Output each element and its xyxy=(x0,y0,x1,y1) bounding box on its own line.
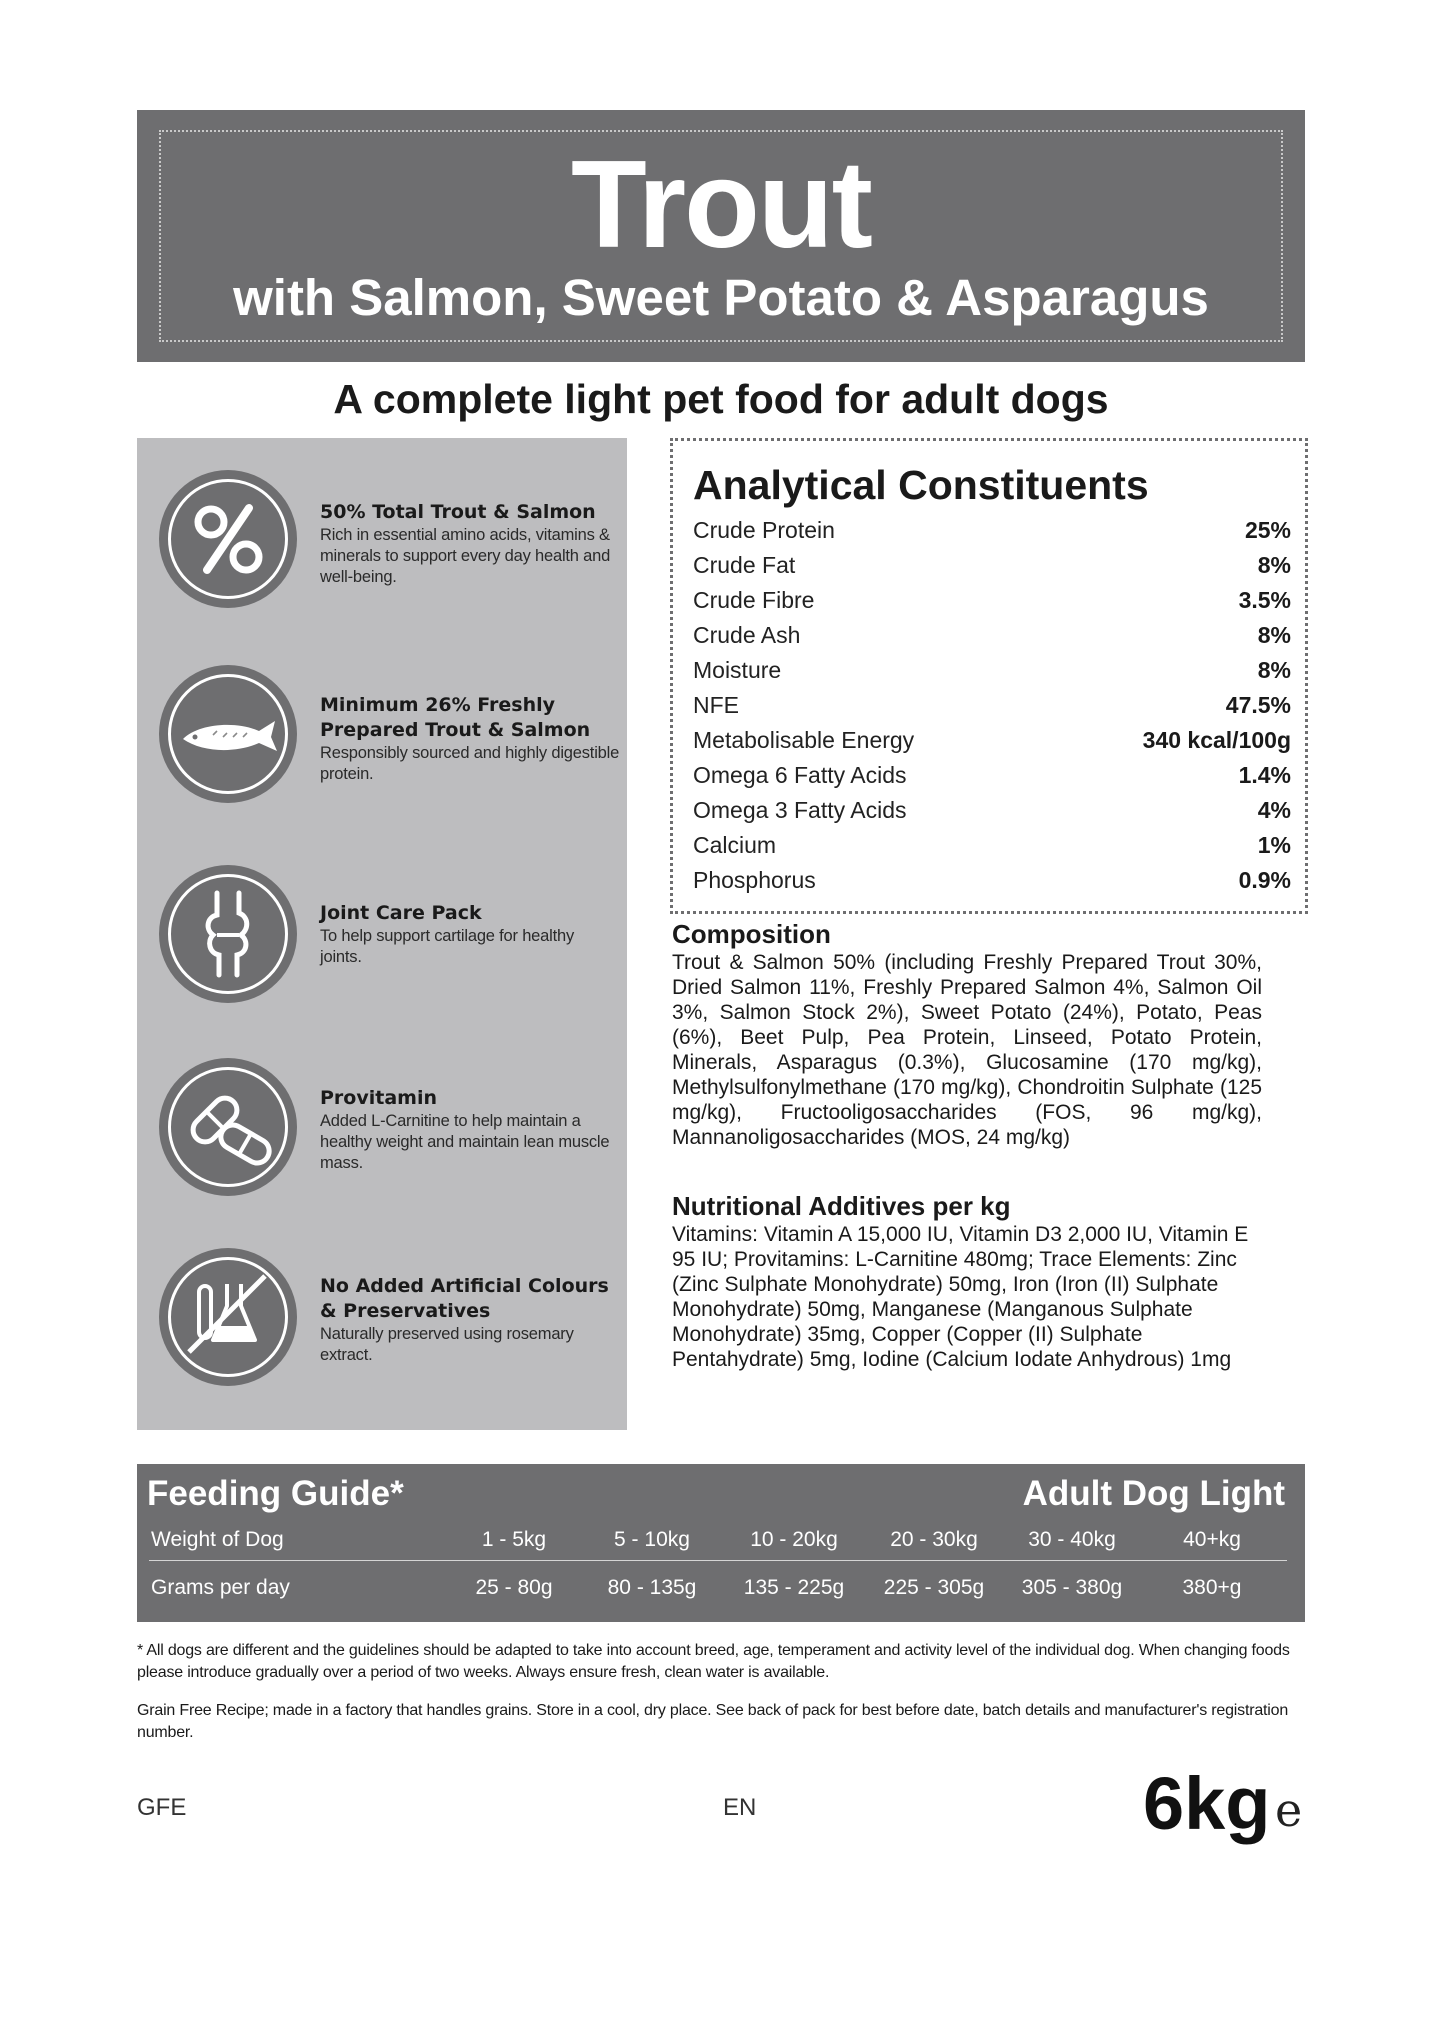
weight-label: Weight of Dog xyxy=(151,1528,284,1551)
no-artificial-icon xyxy=(159,1248,297,1386)
features-panel xyxy=(137,438,627,1430)
feature-item xyxy=(137,1058,627,1238)
joint-icon xyxy=(159,865,297,1003)
weight-cell: 30 - 40kg xyxy=(1028,1528,1116,1551)
table-row: NFE 47.5% xyxy=(693,692,1291,718)
percent-badge xyxy=(159,470,297,608)
feeding-product-name: Adult Dog Light xyxy=(1022,1474,1285,1513)
language-code: EN xyxy=(723,1794,757,1821)
weight-cell: 20 - 30kg xyxy=(890,1528,978,1551)
fish-badge xyxy=(159,665,297,803)
table-row: Calcium 1% xyxy=(693,832,1291,858)
feeding-divider xyxy=(149,1560,1287,1561)
table-row: Crude Protein 25% xyxy=(693,517,1291,543)
grams-cell: 305 - 380g xyxy=(1021,1576,1123,1599)
feeding-guide-title: Feeding Guide* xyxy=(147,1474,404,1513)
grams-cell: 225 - 305g xyxy=(883,1576,985,1599)
product-subtitle: with Salmon, Sweet Potato & Asparagus xyxy=(233,269,1209,326)
capsule-badge xyxy=(159,1058,297,1196)
storage-note: Grain Free Recipe; made in a factory that handles grains. Store in a cool, dry place. See back of pack for best before date, batch details and manufacturer's registration number. xyxy=(137,1702,1289,1741)
feeding-footnote: * All dogs are different and the guidelines should be adapted to take into account breed, age, temperament and activity level of the individual dog. When changing foods please introduce gradually over a period of two weeks. Always ensure fresh, clean water is available. xyxy=(137,1642,1290,1681)
table-row: Omega 6 Fatty Acids 1.4% xyxy=(693,762,1291,788)
feature-title: Joint Care Pack xyxy=(320,902,482,924)
table-row: Crude Ash 8% xyxy=(693,622,1291,648)
percent-icon xyxy=(159,470,297,608)
net-weight: 6kg xyxy=(1143,1762,1271,1845)
feature-title: 50% Total Trout & Salmon xyxy=(320,501,596,523)
feeding-guide xyxy=(137,1464,1305,1622)
table-row: Metabolisable Energy 340 kcal/100g xyxy=(693,727,1291,753)
analytical-heading: Analytical Constituents xyxy=(693,462,1149,508)
grams-label: Grams per day xyxy=(151,1576,290,1599)
composition-section xyxy=(672,918,1262,1150)
feature-description: Rich in essential amino acids, vitamins & minerals to support every day health and well-being. xyxy=(320,526,611,586)
table-row: Moisture 8% xyxy=(693,657,1291,683)
feature-title: No Added Artificial Colours & Preservatives xyxy=(320,1275,609,1322)
product-title: Trout xyxy=(571,136,871,274)
weight-cell: 5 - 10kg xyxy=(614,1528,690,1551)
grams-cell: 25 - 80g xyxy=(475,1576,553,1599)
feature-description: To help support cartilage for healthy joints. xyxy=(320,927,575,966)
analytical-constituents-box xyxy=(670,438,1308,914)
weight-cell: 10 - 20kg xyxy=(750,1528,838,1551)
weight-row xyxy=(137,1520,1305,1560)
e-mark: e xyxy=(1275,1783,1303,1837)
composition-heading: Composition xyxy=(672,919,831,949)
joint-badge xyxy=(159,865,297,1003)
feature-item xyxy=(137,865,627,1045)
feature-description: Responsibly sourced and highly digestible protein. xyxy=(320,744,620,783)
table-row: Crude Fibre 3.5% xyxy=(693,587,1291,613)
feature-title: Provitamin xyxy=(320,1087,437,1109)
feature-item xyxy=(137,665,627,845)
table-row: Phosphorus 0.9% xyxy=(693,867,1291,893)
capsule-icon xyxy=(159,1058,297,1196)
table-row: Crude Fat 8% xyxy=(693,552,1291,578)
feature-description: Naturally preserved using rosemary extract. xyxy=(320,1325,574,1364)
grams-cell: 380+g xyxy=(1182,1576,1242,1599)
no-artificial-badge xyxy=(159,1248,297,1386)
grams-cell: 80 - 135g xyxy=(607,1576,697,1599)
product-code: GFE xyxy=(137,1794,187,1821)
additives-text: Vitamins: Vitamin A 15,000 IU, Vitamin D3 2,000 IU, Vitamin E 95 IU; Provitamins: L-Carnitine 480mg; Trace Elements: Zinc (Zinc Sulphate Monohydrate) 50mg, Iron (Iron (II) Sulphate Monohydrate) 50mg, Manganese (Manganous Sulphate Monohydrate) 35mg, Copper (Copper (II) Sulphate Pentahydrate) 5mg, Iodine (Calcium Iodate Anhydrous) 1mg xyxy=(672,1223,1249,1371)
additives-heading: Nutritional Additives per kg xyxy=(672,1191,1011,1221)
header-banner xyxy=(137,110,1305,362)
grams-row xyxy=(137,1568,1305,1608)
feature-description: Added L-Carnitine to help maintain a healthy weight and maintain lean muscle mass. xyxy=(320,1112,610,1172)
fish-icon xyxy=(159,665,297,803)
nutritional-additives-section xyxy=(672,1190,1262,1372)
feature-item xyxy=(137,1248,627,1428)
feature-item xyxy=(137,470,627,650)
table-row: Omega 3 Fatty Acids 4% xyxy=(693,797,1291,823)
feature-title: Minimum 26% Freshly Prepared Trout & Salmon xyxy=(320,694,591,741)
tagline: A complete light pet food for adult dogs xyxy=(333,376,1109,422)
grams-cell: 135 - 225g xyxy=(743,1576,845,1599)
weight-cell: 1 - 5kg xyxy=(481,1528,547,1551)
composition-text: Trout & Salmon 50% (including Freshly Prepared Trout 30%, Dried Salmon 11%, Freshly Prepared Salmon 4%, Salmon Oil 3%, Salmon Stock 2%), Sweet Potato (24%), Potato, Peas (6%), Beet Pulp, Pea Protein, Linseed, Potato Protein, Minerals, Asparagus (0.3%), Glucosamine (170 mg/kg), Methylsulfonylmethane (170 mg/kg), Chondroitin Sulphate (125 mg/kg), Fructooligosaccharides (FOS, 96 mg/kg), Mannanoligosaccharides (MOS, 24 mg/kg) xyxy=(672,951,1262,1149)
weight-cell: 40+kg xyxy=(1183,1528,1241,1551)
